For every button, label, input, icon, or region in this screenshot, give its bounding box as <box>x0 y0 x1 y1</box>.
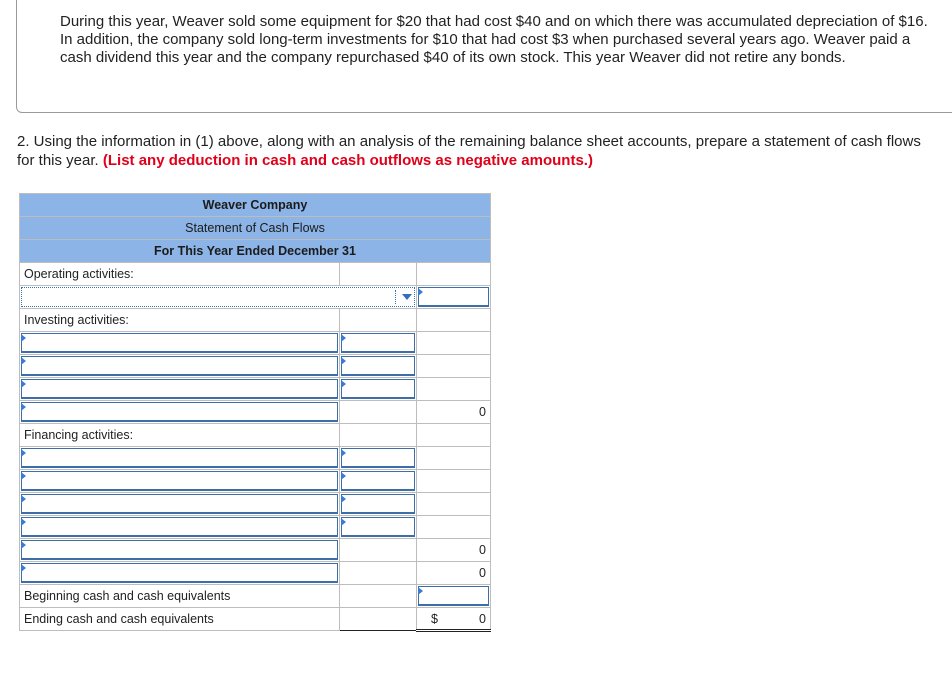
input-marker-icon <box>341 357 346 365</box>
input-marker-icon <box>21 403 26 411</box>
empty-cell <box>417 355 491 378</box>
financing-item-amount-input[interactable] <box>341 448 415 468</box>
financing-item-amount-cell[interactable] <box>340 470 417 493</box>
input-marker-icon <box>21 495 26 503</box>
financing-item-amount-input[interactable] <box>341 517 415 537</box>
financing-activities-label: Financing activities: <box>20 424 340 447</box>
beginning-cash-cell[interactable] <box>417 585 491 608</box>
empty-cell <box>417 493 491 516</box>
operating-activities-dropdown[interactable] <box>21 287 415 307</box>
investing-item-label-input[interactable] <box>21 356 338 376</box>
beginning-cash-input[interactable] <box>418 586 489 606</box>
empty-cell <box>340 401 417 424</box>
financing-item-amount-input[interactable] <box>341 471 415 491</box>
investing-item-label-input[interactable] <box>21 379 338 399</box>
operating-activities-label: Operating activities: <box>20 263 340 286</box>
input-marker-icon <box>21 564 26 572</box>
currency-symbol: $ <box>431 612 438 626</box>
empty-cell <box>340 608 417 631</box>
empty-cell <box>340 309 417 332</box>
investing-item-label-cell[interactable] <box>20 332 340 355</box>
net-change-value: 0 <box>417 562 491 585</box>
investing-item-amount-cell[interactable] <box>340 355 417 378</box>
input-marker-icon <box>341 518 346 526</box>
operating-total-cell[interactable] <box>417 286 491 309</box>
company-name: Weaver Company <box>20 194 491 217</box>
investing-item-label-cell[interactable] <box>20 378 340 401</box>
input-marker-icon <box>21 380 26 388</box>
investing-total-label-input[interactable] <box>21 402 338 422</box>
chevron-down-icon[interactable] <box>402 294 412 300</box>
statement-period: For This Year Ended December 31 <box>20 240 491 263</box>
input-marker-icon <box>341 449 346 457</box>
financing-item-label-cell[interactable] <box>20 493 340 516</box>
empty-cell <box>340 263 417 286</box>
financing-item-label-cell[interactable] <box>20 516 340 539</box>
statement-title: Statement of Cash Flows <box>20 217 491 240</box>
operating-total-input[interactable] <box>418 287 489 307</box>
empty-cell <box>340 585 417 608</box>
problem-info-box <box>16 0 952 113</box>
empty-cell <box>417 309 491 332</box>
financing-total-label-cell[interactable] <box>20 539 340 562</box>
financing-total-label-input[interactable] <box>21 540 338 560</box>
financing-item-label-input[interactable] <box>21 448 338 468</box>
net-change-label-cell[interactable] <box>20 562 340 585</box>
problem-info-text: During this year, Weaver sold some equipment for $20 that had cost $40 and on which there was accumulated depreciation of $16. In addition, the company sold long-term investments for $10 that had cost $3 when purchased several years ago. Weaver paid a cash dividend this year and the company repurchased $40 of its own stock. This year Weaver did not retire any bonds. <box>60 13 928 66</box>
operating-dropdown-cell[interactable] <box>20 286 417 309</box>
input-marker-icon <box>418 288 423 296</box>
input-marker-icon <box>21 334 26 342</box>
financing-item-amount-input[interactable] <box>341 494 415 514</box>
investing-item-amount-input[interactable] <box>341 356 415 376</box>
input-marker-icon <box>21 518 26 526</box>
financing-item-label-input[interactable] <box>21 517 338 537</box>
investing-total-value: 0 <box>417 401 491 424</box>
ending-cash-label: Ending cash and cash equivalents <box>20 608 340 631</box>
empty-cell <box>417 424 491 447</box>
investing-item-amount-cell[interactable] <box>340 378 417 401</box>
investing-item-label-input[interactable] <box>21 333 338 353</box>
financing-item-label-cell[interactable] <box>20 470 340 493</box>
empty-cell <box>417 263 491 286</box>
dropdown-separator <box>395 290 396 304</box>
question-instruction: (List any deduction in cash and cash outflows as negative amounts.) <box>102 152 593 169</box>
investing-activities-label: Investing activities: <box>20 309 340 332</box>
input-marker-icon <box>21 449 26 457</box>
investing-item-amount-input[interactable] <box>341 333 415 353</box>
beginning-cash-label: Beginning cash and cash equivalents <box>20 585 340 608</box>
input-marker-icon <box>21 357 26 365</box>
financing-item-label-cell[interactable] <box>20 447 340 470</box>
empty-cell <box>340 562 417 585</box>
net-change-label-input[interactable] <box>21 563 338 583</box>
empty-cell <box>340 424 417 447</box>
empty-cell <box>340 539 417 562</box>
question-prefix: 2. Using the information in (1) above, along with an analysis of the remaining balance sheet accounts, prepare a statement of cash flows for this year. <box>17 133 921 169</box>
financing-item-label-input[interactable] <box>21 494 338 514</box>
investing-item-amount-cell[interactable] <box>340 332 417 355</box>
input-marker-icon <box>21 541 26 549</box>
input-marker-icon <box>341 472 346 480</box>
financing-total-value: 0 <box>417 539 491 562</box>
input-marker-icon <box>341 334 346 342</box>
input-marker-icon <box>21 472 26 480</box>
empty-cell <box>417 516 491 539</box>
financing-item-amount-cell[interactable] <box>340 447 417 470</box>
ending-cash-value: 0 <box>479 611 486 626</box>
input-marker-icon <box>341 380 346 388</box>
ending-cash-cell <box>417 608 491 631</box>
financing-item-label-input[interactable] <box>21 471 338 491</box>
investing-item-label-cell[interactable] <box>20 355 340 378</box>
investing-item-amount-input[interactable] <box>341 379 415 399</box>
empty-cell <box>417 447 491 470</box>
question-text <box>17 132 937 170</box>
input-marker-icon <box>418 587 423 595</box>
cash-flow-statement-table <box>19 193 491 632</box>
empty-cell <box>417 378 491 401</box>
investing-total-label-cell[interactable] <box>20 401 340 424</box>
input-marker-icon <box>341 495 346 503</box>
empty-cell <box>417 470 491 493</box>
empty-cell <box>417 332 491 355</box>
financing-item-amount-cell[interactable] <box>340 493 417 516</box>
financing-item-amount-cell[interactable] <box>340 516 417 539</box>
